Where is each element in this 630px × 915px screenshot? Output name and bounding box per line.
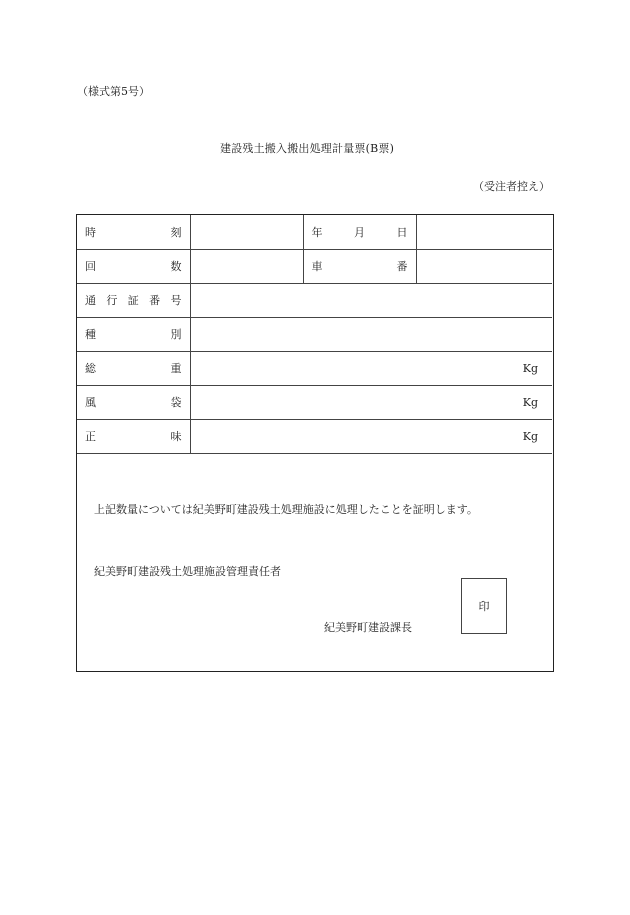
form-frame (76, 214, 554, 672)
value-type[interactable] (190, 317, 552, 351)
row-permit (77, 283, 552, 317)
label-count (77, 249, 190, 283)
label-vehicle-char: 番 (396, 260, 408, 273)
label-gross-char: 総 (85, 362, 96, 375)
row-gross (77, 351, 552, 385)
label-time-char: 時 (85, 225, 96, 239)
seal-box[interactable] (461, 578, 507, 634)
label-permit-char: 号 (170, 294, 182, 307)
label-time (77, 215, 190, 249)
label-gross (77, 351, 190, 385)
label-type-char: 別 (170, 328, 182, 341)
seal-label: 印 (478, 600, 490, 613)
value-time[interactable] (190, 215, 303, 249)
label-permit-char: 番 (149, 294, 161, 307)
unit-gross: Kg (522, 361, 538, 375)
label-date (303, 215, 416, 249)
unit-net: Kg (522, 429, 538, 443)
label-tare-char: 袋 (170, 396, 182, 409)
label-time-char: 刻 (170, 225, 182, 239)
label-date-char: 日 (396, 225, 408, 239)
label-type-char: 種 (85, 328, 96, 341)
manager-title: 紀美野町建設残土処理施設管理責任者 (94, 565, 281, 578)
label-net (77, 419, 190, 453)
value-gross[interactable] (190, 351, 552, 385)
label-net-char: 味 (170, 430, 182, 443)
label-net-char: 正 (85, 430, 96, 443)
form-number: （様式第5号） (77, 85, 150, 98)
value-tare[interactable] (190, 385, 552, 419)
label-count-char: 数 (170, 260, 182, 273)
row-net (77, 419, 552, 453)
value-vehicle[interactable] (416, 249, 552, 283)
label-vehicle-char: 車 (311, 260, 323, 273)
unit-tare: Kg (522, 395, 538, 409)
weighing-table (77, 215, 552, 454)
value-date[interactable] (416, 215, 552, 249)
copy-label: （受注者控え） (473, 180, 550, 193)
label-tare (77, 385, 190, 419)
value-count[interactable] (190, 249, 303, 283)
label-gross-char: 重 (170, 362, 182, 375)
row-time-date (77, 215, 552, 249)
label-permit-char: 通 (85, 294, 96, 307)
label-date-char: 年 (311, 225, 323, 239)
value-net[interactable] (190, 419, 552, 453)
label-count-char: 回 (85, 260, 96, 273)
label-permit (77, 283, 190, 317)
value-permit[interactable] (190, 283, 552, 317)
row-count-vehicle (77, 249, 552, 283)
chief-title: 紀美野町建設課長 (324, 621, 412, 634)
label-type (77, 317, 190, 351)
label-permit-char: 証 (127, 294, 139, 307)
label-vehicle (303, 249, 416, 283)
label-tare-char: 風 (85, 396, 96, 409)
label-permit-char: 行 (106, 294, 118, 307)
row-type (77, 317, 552, 351)
label-date-char: 月 (354, 225, 365, 239)
document-title: 建設残土搬入搬出処理計量票(B票) (220, 142, 395, 155)
certification-text: 上記数量については紀美野町建設残土処理施設に処理したことを証明します。 (94, 503, 478, 516)
row-tare (77, 385, 552, 419)
